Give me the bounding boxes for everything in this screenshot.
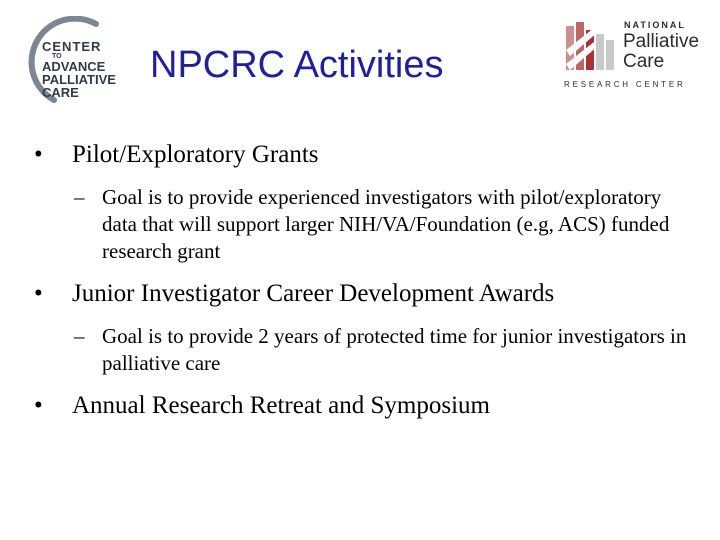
capc-logo-text xyxy=(42,40,126,99)
bullet-text: Annual Research Retreat and Symposium xyxy=(72,392,490,419)
capc-line-to: TO xyxy=(52,53,62,60)
capc-line-care: CARE xyxy=(42,85,79,100)
bullet-text: Pilot/Exploratory Grants xyxy=(72,141,319,168)
capc-line-palliative: PALLIATIVE xyxy=(42,72,116,87)
npcrc-national: NATIONAL xyxy=(624,20,686,30)
npcrc-palliative: Palliative xyxy=(623,31,700,52)
sub-bullet-text: Goal is to provide 2 years of protected time for junior investigators in palliative care xyxy=(102,324,687,375)
bullet-item xyxy=(30,279,700,309)
capc-line-advance: ADVANCE xyxy=(42,59,106,74)
bullet-text: Junior Investigator Career Development Awards xyxy=(72,280,555,307)
sub-bullet-dash: – xyxy=(74,324,85,348)
npcrc-mark-icon xyxy=(564,20,620,76)
sub-bullet-text: Goal is to provide experienced investigators with pilot/exploratory data that will support larger NIH/VA/Foundation (e.g, ACS) funded research grant xyxy=(102,185,670,263)
sub-bullet-dash: – xyxy=(74,185,85,209)
bullet-dot: • xyxy=(34,392,43,419)
bullet-dot: • xyxy=(34,141,43,168)
bullet-dot: • xyxy=(34,280,43,307)
sub-bullet-item xyxy=(30,323,700,377)
bullet-list xyxy=(30,140,700,435)
sub-bullet-item xyxy=(30,184,700,265)
bullet-item xyxy=(30,391,700,421)
npcrc-research-center: RESEARCH CENTER xyxy=(564,80,686,89)
capc-line-center: CENTER xyxy=(42,39,102,54)
capc-logo xyxy=(26,16,126,106)
bullet-item xyxy=(30,140,700,170)
page-title: NPCRC Activities xyxy=(150,44,444,86)
npcrc-logo xyxy=(560,18,710,98)
npcrc-care: Care xyxy=(623,51,665,72)
